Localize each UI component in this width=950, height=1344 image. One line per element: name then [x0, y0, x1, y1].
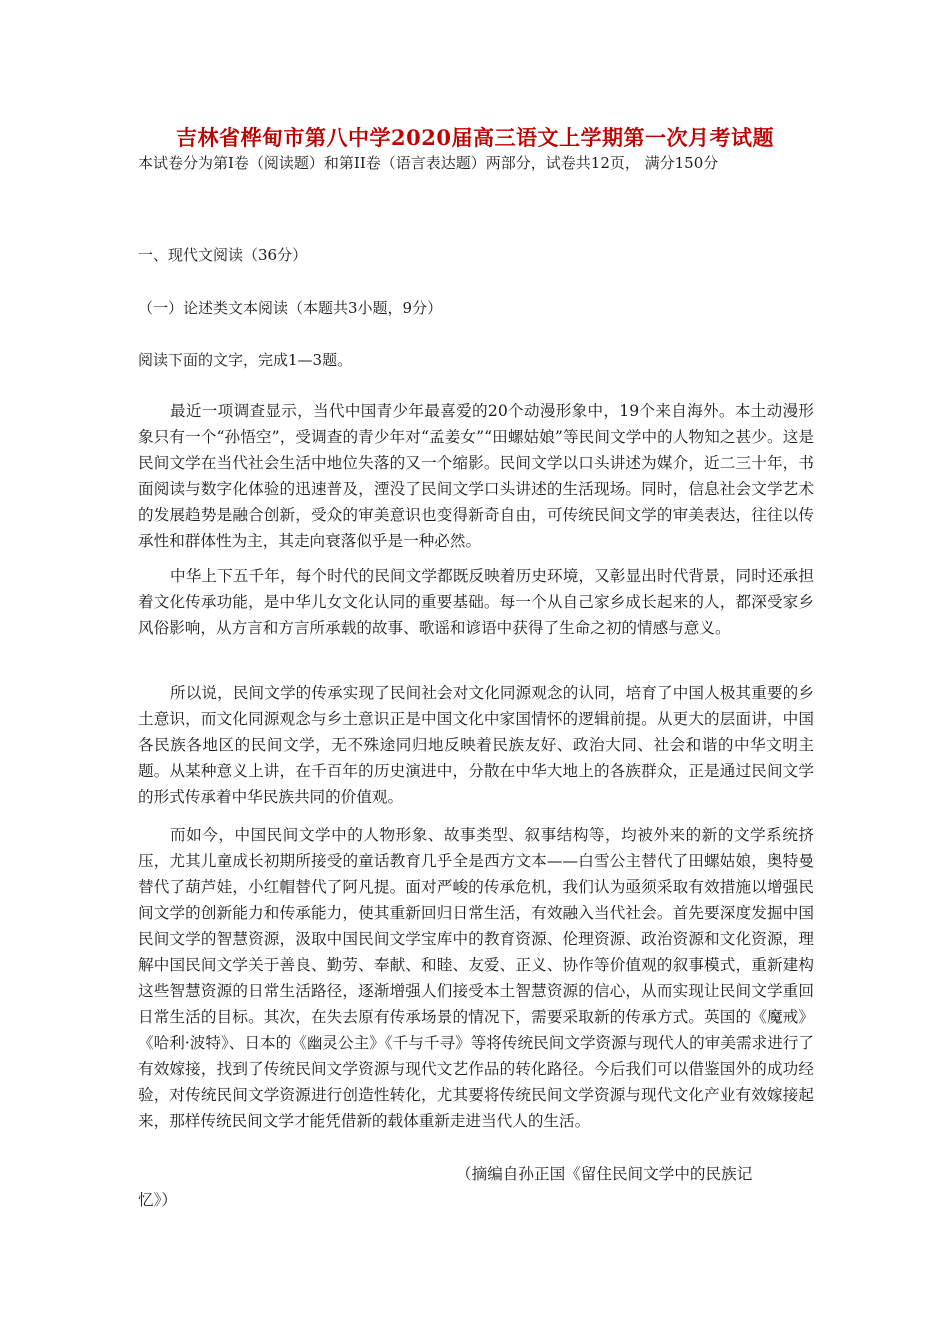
paragraph-3: 所以说，民间文学的传承实现了民间社会对文化同源观念的认同，培育了中国人极其重要的乡土意识，而文化同源观念与乡土意识正是中国文化中家国情怀的逻辑前提。从更大的层面讲，中国各民族各地区的民间文学，无不殊途同归地反映着民族友好、政治大同、社会和谐的中华文明主题。从某种意义上讲，在千百年的历史演进中，分散在中华大地上的各族群众，正是通过民间文学的形式传承着中华民族共同的价值观。: [138, 684, 814, 806]
paragraph-4: 而如今，中国民间文学中的人物形象、故事类型、叙事结构等，均被外来的新的文学系统挤压，尤其儿童成长初期所接受的童话教育几乎全是西方文本——白雪公主替代了田螺姑娘，奥特曼替代了葫芦娃，小红帽替代了阿凡提。面对严峻的传承危机，我们认为亟须采取有效措施以增强民间文学的创新能力和传承能力，使其重新回归日常生活，有效融入当代社会。首先要深度发掘中国民间文学的智慧资源，汲取中国民间文学宝库中的教育资源、伦理资源、政治资源和文化资源，理解中国民间文学关于善良、勤劳、奉献、和睦、友爱、正义、协作等价值观的叙事模式，重新建构这些智慧资源的日常生活路径，逐渐增强人们接受本土智慧资源的信心，从而实现让民间文学重回日常生活的目标。其次，在失去原有传承场景的情况下，需要采取新的传承方式。英国的《魔戒》《哈利·波特》、日本的《幽灵公主》《千与千寻》等将传统民间文学资源与现代人的审美需求进行了有效嫁接，找到了传统民间文学资源与现代文艺作品的转化路径。今后我们可以借鉴国外的成功经验，对传统民间文学资源进行创造性转化，尤其要将传统民间文学资源与现代文化产业有效嫁接起来，那样传统民间文学才能凭借新的载体重新走进当代人的生活。: [138, 826, 814, 1130]
section-heading: 一、现代文阅读（36分）: [138, 246, 308, 264]
source-citation-line-2: 忆》）: [138, 1191, 177, 1209]
paragraph-2: 中华上下五千年，每个时代的民间文学都既反映着历史环境，又彰显出时代背景，同时还承担着文化传承功能，是中华儿女文化认同的重要基础。每一个从自己家乡成长起来的人，都深受家乡风俗影响，从方言和方言所承载的故事、歌谣和谚语中获得了生命之初的情感与意义。: [138, 567, 814, 637]
exam-title: 吉林省桦甸市第八中学2020届高三语文上学期第一次月考试题: [176, 125, 774, 150]
paragraph-1: 最近一项调查显示，当代中国青少年最喜爱的20个动漫形象中，19个来自海外。本土动漫形象只有一个“孙悟空”，受调查的青少年对“孟姜女”“田螺姑娘”等民间文学中的人物知之甚少。这是民间文学在当代社会生活中地位失落的又一个缩影。民间文学以口头讲述为媒介，近二三十年，书面阅读与数字化体验的迅速普及，湮没了民间文学口头讲述的生活现场。同时，信息社会文学艺术的发展趋势是融合创新，受众的审美意识也变得新奇自由，可传统民间文学的审美表达，往往以传承性和群体性为主，其走向衰落似乎是一种必然。: [138, 402, 814, 550]
exam-subtitle: 本试卷分为第I卷（阅读题）和第II卷（语言表达题）两部分，试卷共12页， 满分150分: [138, 154, 719, 172]
subsection-heading: （一）论述类文本阅读（本题共3小题，9分）: [138, 299, 443, 317]
source-citation-line-1: （摘编自孙正国《留住民间文学中的民族记: [456, 1165, 753, 1183]
reading-instruction: 阅读下面的文字，完成1—3题。: [138, 351, 353, 369]
